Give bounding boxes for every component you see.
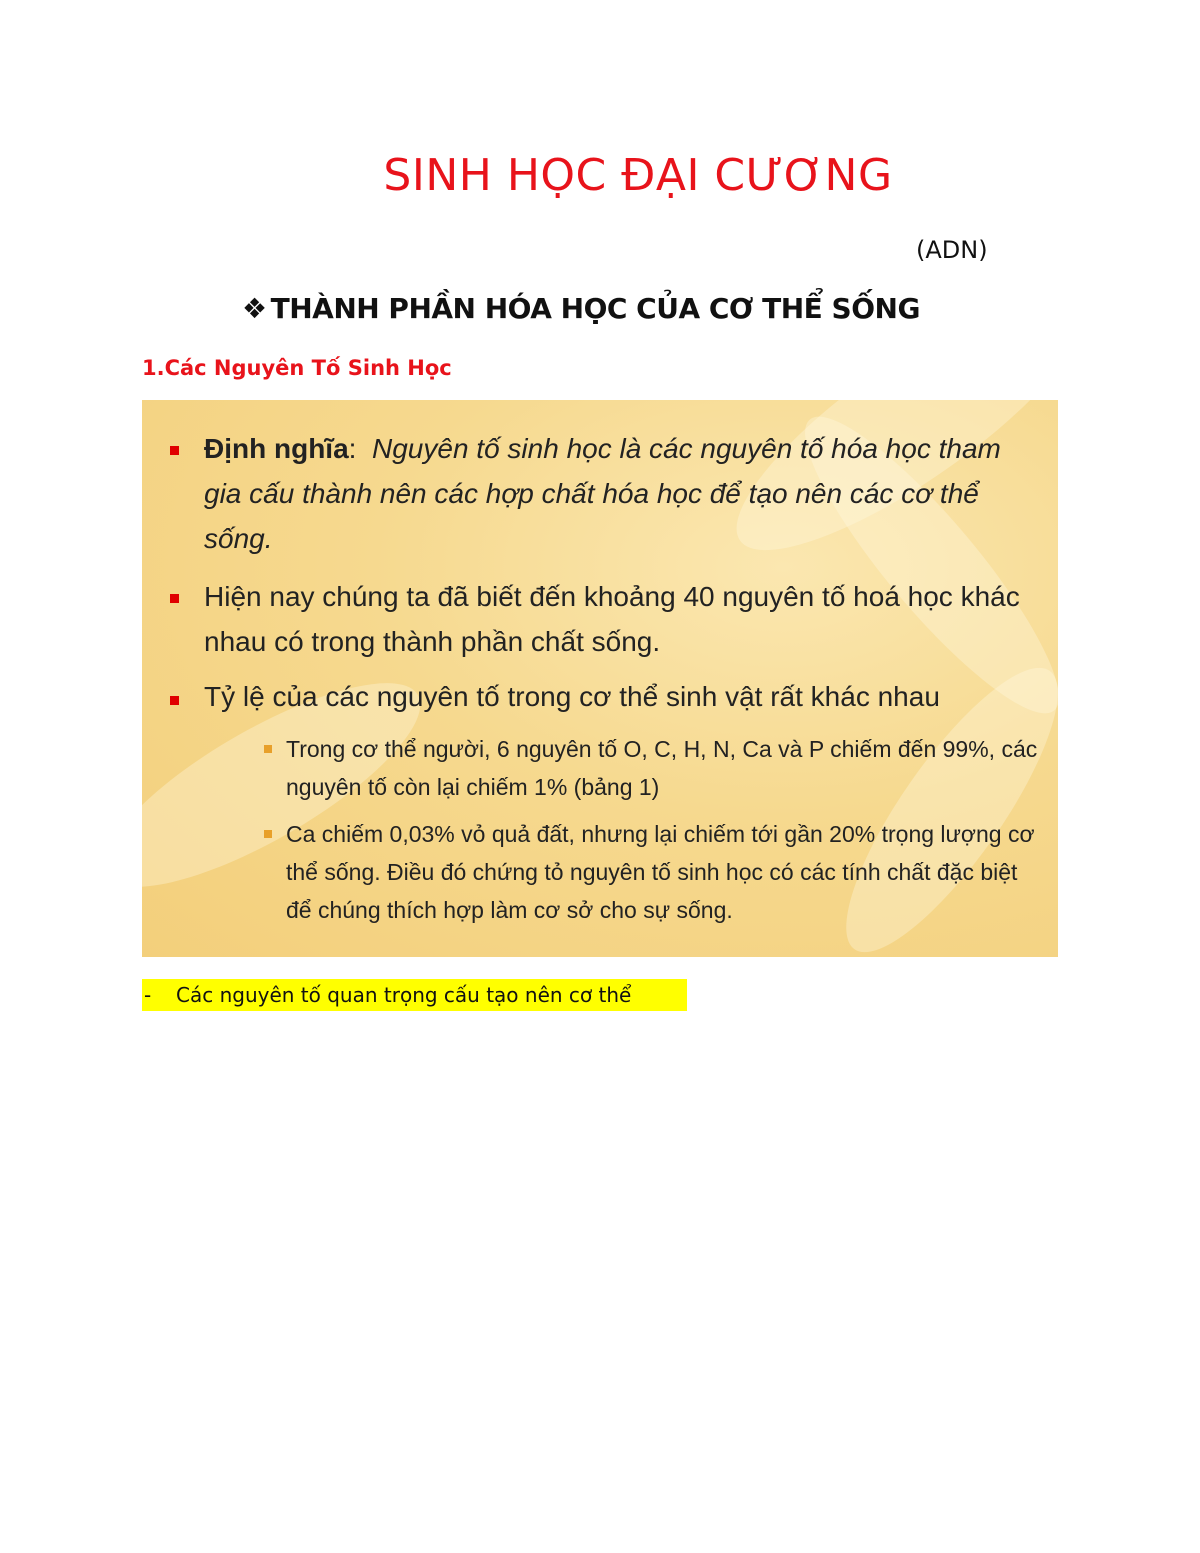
document-title: SINH HỌC ĐẠI CƯƠNG xyxy=(383,150,893,201)
section-heading-text: THÀNH PHẦN HÓA HỌC CỦA CƠ THỂ SỐNG xyxy=(270,292,920,325)
orange-square-bullet-icon xyxy=(264,830,272,838)
document-tag: (ADN) xyxy=(916,236,988,264)
sub-bullet-calcium: Ca chiếm 0,03% vỏ quả đất, nhưng lại chiếm tới gần 20% trọng lượng cơ thể sống. Điều đó chứng tỏ nguyên tố sinh học có các tính chất đặc biệt để chúng thích hợp làm cơ sở cho sự sống. xyxy=(286,821,1035,923)
sub-bullet-human-elements: Trong cơ thể người, 6 nguyên tố O, C, H, N, Ca và P chiếm đến 99%, các nguyên tố còn lại chiếm 1% (bảng 1) xyxy=(286,736,1038,800)
section-heading xyxy=(242,292,920,325)
red-square-bullet-icon xyxy=(170,696,179,705)
bullet-definition xyxy=(204,426,1044,561)
highlighted-text: Các nguyên tố quan trọng cấu tạo nên cơ thể xyxy=(176,983,632,1007)
red-square-bullet-icon xyxy=(170,594,179,603)
list-dash: - xyxy=(144,983,152,1007)
slide-content xyxy=(142,400,1058,957)
definition-separator: : xyxy=(348,433,357,464)
subsection-heading: 1.Các Nguyên Tố Sinh Học xyxy=(142,356,452,380)
slide-image xyxy=(142,400,1058,957)
definition-text: Nguyên tố sinh học là các nguyên tố hóa học tham gia cấu thành nên các hợp chất hóa học để tạo nên các cơ thể sống. xyxy=(204,433,1001,554)
red-square-bullet-icon xyxy=(170,446,179,455)
bullet-element-count: Hiện nay chúng ta đã biết đến khoảng 40 nguyên tố hoá học khác nhau có trong thành phần chất sống. xyxy=(204,581,1020,657)
highlighted-list-item xyxy=(142,979,687,1011)
diamond-bullet-icon: ❖ xyxy=(242,292,267,325)
definition-label: Định nghĩa xyxy=(204,433,349,464)
orange-square-bullet-icon xyxy=(264,745,272,753)
bullet-element-ratio: Tỷ lệ của các nguyên tố trong cơ thể sinh vật rất khác nhau xyxy=(204,681,940,712)
